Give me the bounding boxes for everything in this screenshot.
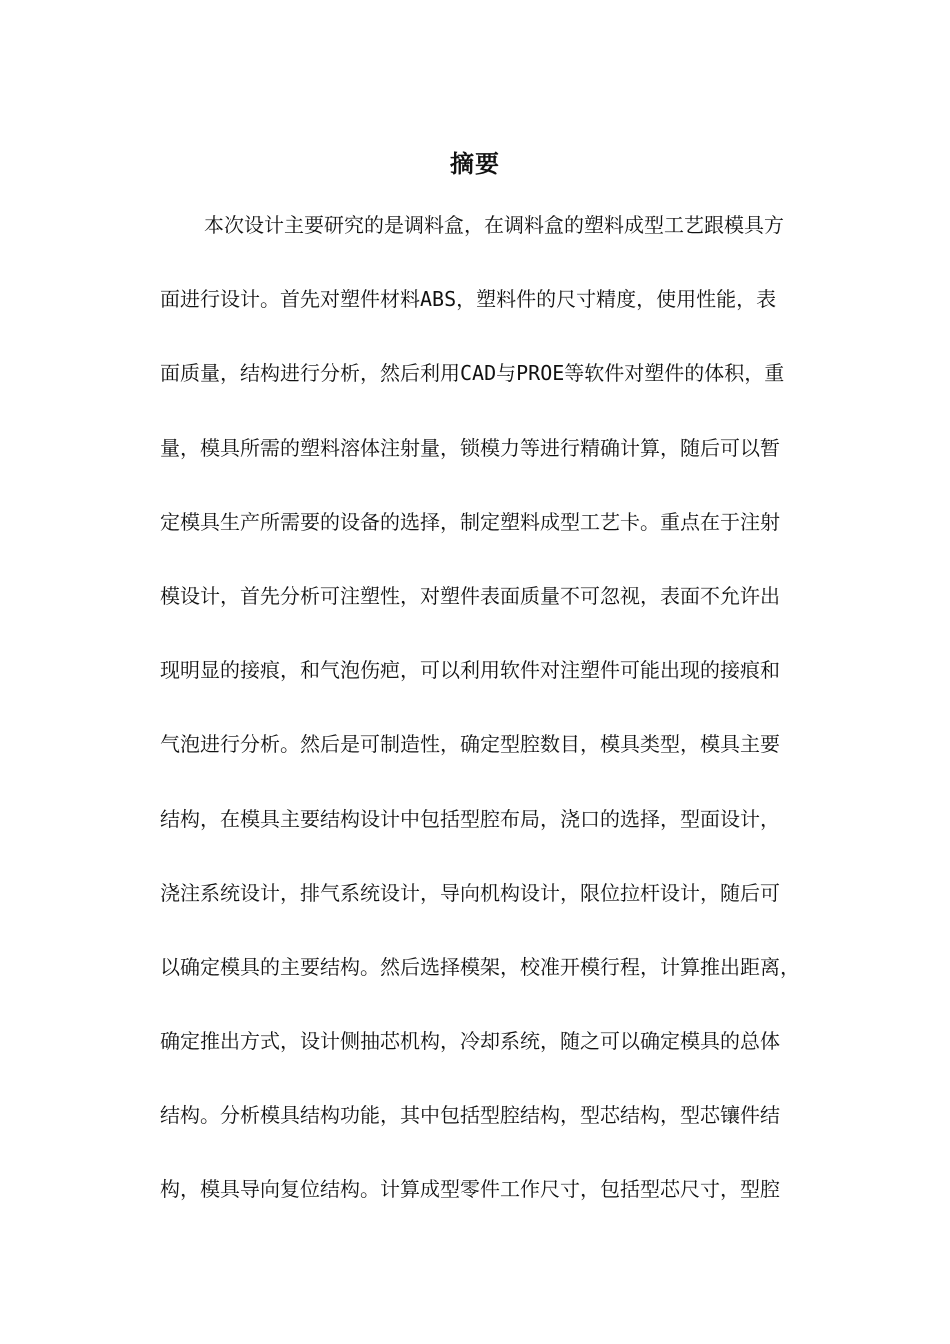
abstract-body — [160, 205, 860, 1244]
body-line-1: 本次设计主要研究的是调料盒，在调料盒的塑料成型工艺跟模具方 — [204, 213, 784, 237]
body-line-14: 构，模具导向复位结构。计算成型零件工作尺寸，包括型芯尺寸，型腔 — [160, 1177, 780, 1202]
abstract-title: 摘要 — [450, 150, 500, 178]
body-line-4: 量，模具所需的塑料溶体注射量，锁模力等进行精确计算，随后可以暂 — [160, 435, 780, 460]
body-line-5: 定模具生产所需要的设备的选择，制定塑料成型工艺卡。重点在于注射 — [160, 509, 780, 534]
body-line-3: 面质量，结构进行分析，然后利用CAD与PROE等软件对塑件的体积，重 — [160, 361, 785, 386]
body-line-12: 确定推出方式，设计侧抽芯机构，冷却系统，随之可以确定模具的总体 — [160, 1029, 780, 1054]
body-line-2: 面进行设计。首先对塑件材料ABS，塑料件的尺寸精度，使用性能，表 — [160, 287, 777, 312]
body-line-8: 气泡进行分析。然后是可制造性，确定型腔数目，模具类型，模具主要 — [160, 732, 780, 757]
body-line-13: 结构。分析模具结构功能，其中包括型腔结构，型芯结构，型芯镶件结 — [160, 1103, 780, 1128]
body-line-7: 现明显的接痕，和气泡伤疤，可以利用软件对注塑件可能出现的接痕和 — [160, 658, 780, 683]
body-line-10: 浇注系统设计，排气系统设计，导向机构设计，限位拉杆设计，随后可 — [160, 880, 780, 905]
body-line-6: 模设计，首先分析可注塑性，对塑件表面质量不可忽视，表面不允许出 — [160, 583, 780, 608]
body-line-9: 结构，在模具主要结构设计中包括型腔布局，浇口的选择，型面设计， — [160, 806, 780, 831]
body-line-11: 以确定模具的主要结构。然后选择模架，校准开模行程，计算推出距离， — [160, 954, 800, 979]
